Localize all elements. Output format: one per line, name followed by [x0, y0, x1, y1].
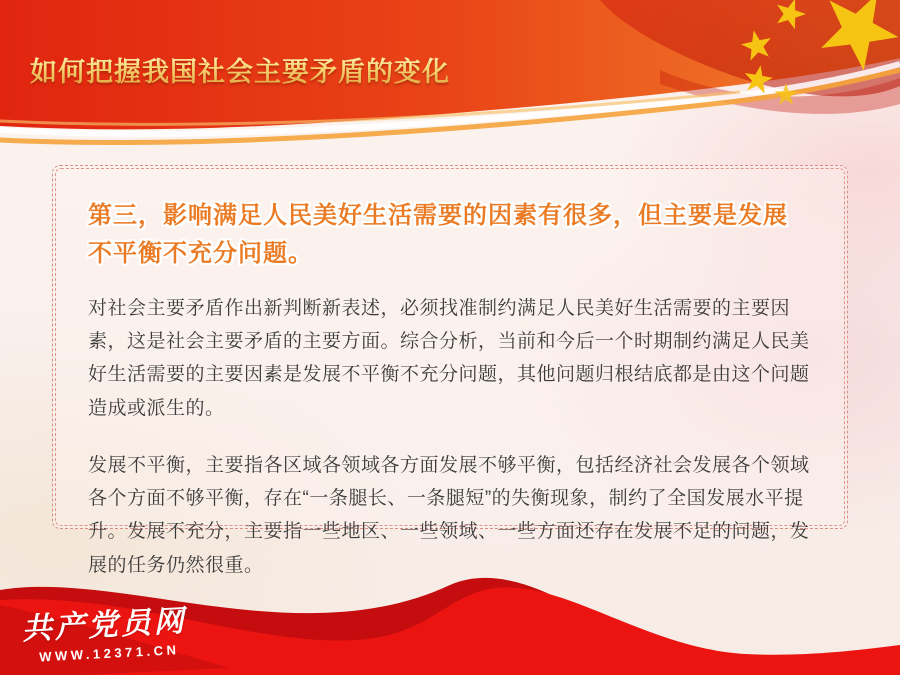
- page-title: 如何把握我国社会主要矛盾的变化: [30, 50, 630, 89]
- section-heading: 第三，影响满足人民美好生活需要的因素有很多，但主要是发展不平衡不充分问题。: [88, 202, 788, 268]
- logo-url-text: WWW.12371.CN: [38, 642, 180, 665]
- paragraph-2: 发展不平衡，主要指各区域各领域各方面发展不够平衡，包括经济社会发展各个领域各个方面不够平衡，存在“一条腿长、一条腿短”的失衡现象，制约了全国发展水平提升。发展不充分，主要指一些地区、一些领域、一些方面还存在发展不足的问题，发展的任务仍然很重。: [88, 454, 810, 576]
- paragraph-1: 对社会主要矛盾作出新判断新表述，必须找准制约满足人民美好生活需要的主要因素，这是社会主要矛盾的主要方面。综合分析，当前和今后一个时期制约满足人民美好生活需要的主要因素是发展不平衡不充分问题，其他问题归根结底都是由这个问题造成或派生的。: [88, 297, 810, 419]
- site-logo: [21, 596, 189, 666]
- content-box: [52, 165, 848, 576]
- logo-calligraphy-text: 共产党员网: [20, 603, 188, 648]
- content-box-inner-border: [55, 168, 845, 576]
